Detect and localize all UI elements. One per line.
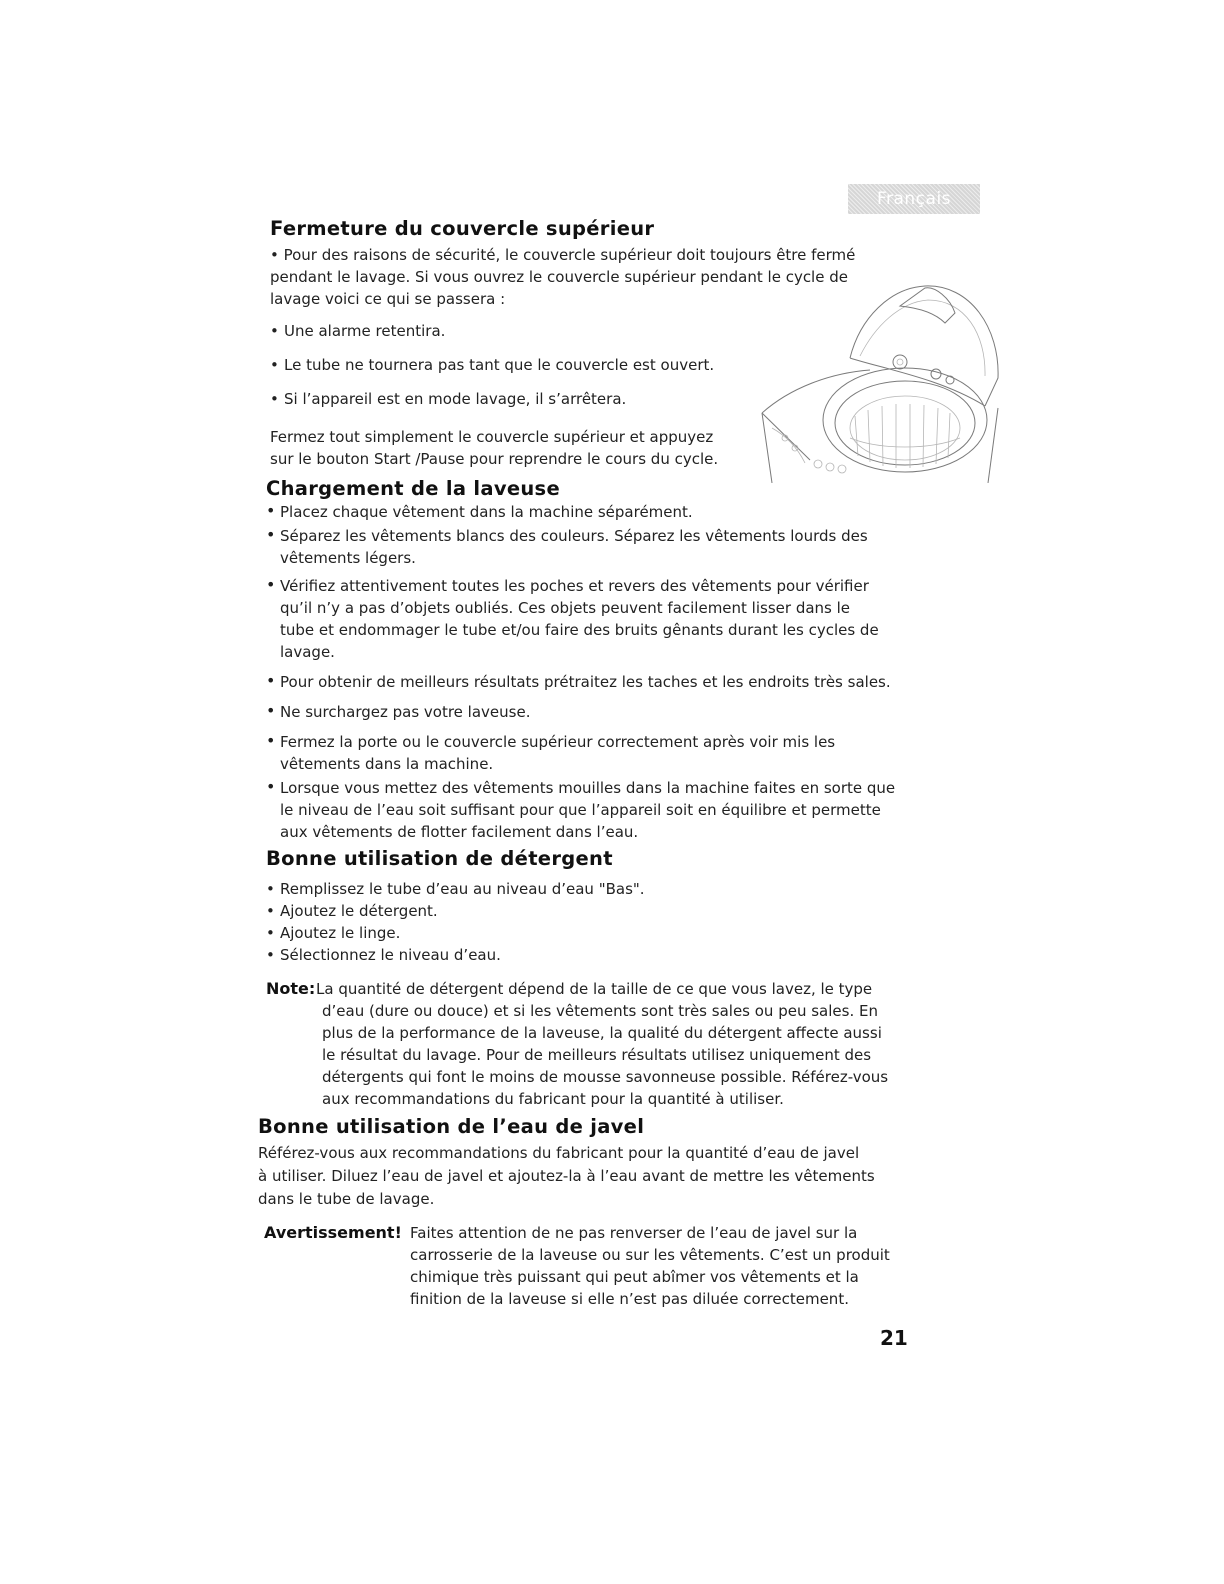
body-line: à utiliser. Diluez l’eau de javel et ajoutez-la à l’eau avant de mettre les vêtements (258, 1167, 875, 1185)
note-line: détergents qui font le moins de mousse savonneuse possible. Référez-vous (322, 1068, 889, 1086)
list-line: • Ne surchargez pas votre laveuse. (280, 703, 531, 721)
intro-line: lavage voici ce qui se passera : (270, 290, 506, 308)
section-title-loading: Chargement de la laveuse (266, 477, 560, 500)
list-item: • Si l’appareil est en mode lavage, il s’arrêtera. (270, 388, 790, 410)
list-item: • Une alarme retentira. (270, 320, 790, 342)
section-lid-title-block (270, 216, 890, 242)
list-line: lavage. (280, 643, 335, 661)
list-item: • Ajoutez le détergent. (266, 900, 906, 922)
bleach-body (258, 1142, 918, 1211)
bleach-warning (264, 1222, 924, 1310)
list-item: • Remplissez le tube d’eau au niveau d’eau "Bas". (266, 878, 906, 900)
list-line: • Séparez les vêtements blancs des couleurs. Séparez les vêtements lourds des (280, 527, 868, 545)
list-item: • Ajoutez le linge. (266, 922, 906, 944)
list-line: • Fermez la porte ou le couvercle supérieur correctement après voir mis les (280, 733, 836, 751)
note-line: plus de la performance de la laveuse, la qualité du détergent affecte aussi (322, 1024, 882, 1042)
warning-line: carrosserie de la laveuse ou sur les vêtements. C’est un produit (410, 1246, 890, 1264)
list-item (266, 671, 906, 693)
section-detergent-title-block (266, 846, 906, 872)
language-tab: Français (848, 184, 980, 214)
loading-bullet-list (266, 501, 906, 843)
list-line: le niveau de l’eau soit suffisant pour que l’appareil soit en équilibre et permette (280, 801, 881, 819)
note-line: le résultat du lavage. Pour de meilleurs résultats utilisez uniquement des (322, 1046, 872, 1064)
body-line: Référez-vous aux recommandations du fabricant pour la quantité d’eau de javel (258, 1144, 860, 1162)
washer-illustration (750, 278, 1010, 483)
list-item (266, 575, 906, 663)
body-line: dans le tube de lavage. (258, 1190, 435, 1208)
page-number: 21 (880, 1326, 908, 1350)
note-line: aux recommandations du fabricant pour la quantité à utiliser. (322, 1090, 784, 1108)
list-item (266, 731, 906, 775)
section-title-bleach: Bonne utilisation de l’eau de javel (258, 1115, 645, 1138)
note-label: Note: (266, 979, 316, 998)
section-bleach-title-block (258, 1114, 898, 1140)
list-item (266, 501, 906, 523)
list-line: • Lorsque vous mettez des vêtements mouilles dans la machine faites en sorte que (280, 779, 896, 797)
warning-body (410, 1222, 924, 1310)
list-item: • Le tube ne tournera pas tant que le couvercle est ouvert. (270, 354, 790, 376)
list-line: vêtements dans la machine. (280, 755, 494, 773)
warning-label: Avertissement! (264, 1223, 402, 1242)
intro-line: pendant le lavage. Si vous ouvrez le couvercle supérieur pendant le cycle de (270, 268, 848, 286)
list-line: aux vêtements de flotter facilement dans l’eau. (280, 823, 639, 841)
list-item (266, 777, 906, 843)
closing-line: Fermez tout simplement le couvercle supérieur et appuyez (270, 428, 714, 446)
intro-line: • Pour des raisons de sécurité, le couvercle supérieur doit toujours être fermé (270, 246, 856, 264)
lid-bullet-list (270, 320, 790, 410)
list-line: • Placez chaque vêtement dans la machine séparément. (280, 503, 693, 521)
warning-line: chimique très puissant qui peut abîmer vos vêtements et la (410, 1268, 859, 1286)
note-line: La quantité de détergent dépend de la taille de ce que vous lavez, le type (316, 980, 873, 998)
list-line: • Pour obtenir de meilleurs résultats prétraitez les taches et les endroits très sales. (280, 673, 891, 691)
note-body (316, 978, 906, 1110)
closing-line: sur le bouton Start /Pause pour reprendre le cours du cycle. (270, 450, 719, 468)
list-line: • Vérifiez attentivement toutes les poches et revers des vêtements pour vérifier (280, 577, 869, 595)
list-item: • Sélectionnez le niveau d’eau. (266, 944, 906, 966)
detergent-bullet-list (266, 878, 906, 966)
list-line: vêtements légers. (280, 549, 416, 567)
section-loading-title-block (266, 476, 906, 502)
warning-line: finition de la laveuse si elle n’est pas diluée correctement. (410, 1290, 849, 1308)
list-item (266, 525, 906, 569)
detergent-note (266, 978, 906, 1110)
list-line: tube et endommager le tube et/ou faire des bruits gênants durant les cycles de (280, 621, 879, 639)
list-item (266, 701, 906, 723)
note-line: d’eau (dure ou douce) et si les vêtements sont très sales ou peu sales. En (322, 1002, 878, 1020)
section-title-lid: Fermeture du couvercle supérieur (270, 217, 655, 240)
list-line: qu’il n’y a pas d’objets oubliés. Ces objets peuvent facilement lisser dans le (280, 599, 851, 617)
section-title-detergent: Bonne utilisation de détergent (266, 847, 613, 870)
lid-closing (270, 426, 790, 470)
warning-line: Faites attention de ne pas renverser de l’eau de javel sur la (410, 1224, 858, 1242)
